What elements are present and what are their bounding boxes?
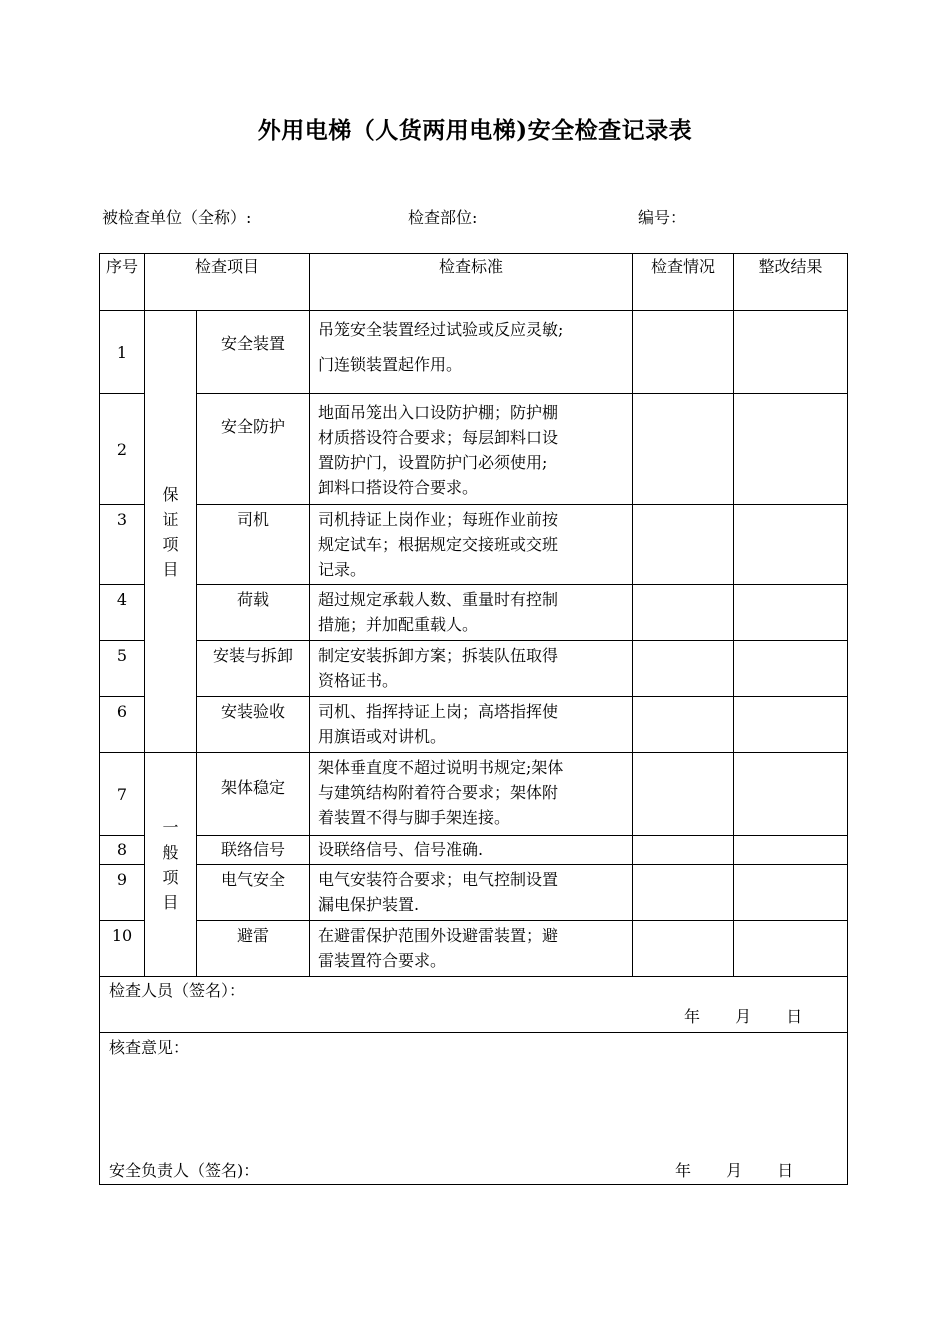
row-number: 10 (100, 921, 145, 977)
row-number: 8 (100, 836, 145, 865)
standard-line: 设联络信号、信号准确. (318, 840, 484, 859)
table-row (100, 394, 848, 505)
item-name: 司机 (197, 505, 310, 585)
standard-line: 司机持证上岗作业；每班作业前按 (318, 510, 559, 529)
row-number: 1 (100, 311, 145, 394)
table-row (100, 865, 848, 921)
result-cell[interactable] (734, 753, 848, 836)
item-name: 架体稳定 (197, 753, 310, 836)
inspector-label: 检查人员（签名）： (109, 981, 246, 1000)
inspector-date (684, 1004, 802, 1029)
standard-line: 资格证书。 (318, 671, 399, 690)
status-cell[interactable] (633, 505, 734, 585)
standard-line: 措施；并加配重载人。 (318, 615, 479, 634)
result-cell[interactable] (734, 865, 848, 921)
category-general (145, 753, 197, 977)
table-row (100, 311, 848, 394)
standard-line: 在避雷保护范围外设避雷装置；避 (318, 926, 559, 945)
standard-cell (310, 641, 633, 697)
status-cell[interactable] (633, 394, 734, 505)
table-row (100, 697, 848, 753)
date-day: 日 (777, 1161, 794, 1180)
status-cell[interactable] (633, 753, 734, 836)
table-row (100, 753, 848, 836)
standard-line: 制定安装拆卸方案；拆装队伍取得 (318, 646, 559, 665)
result-cell[interactable] (734, 505, 848, 585)
inspection-table (99, 253, 848, 1185)
item-name: 安装验收 (197, 697, 310, 753)
review-date (675, 1158, 793, 1183)
item-name: 安装与拆卸 (197, 641, 310, 697)
serial-number-label: 编号： (638, 208, 687, 227)
date-month: 月 (726, 1161, 743, 1180)
row-number: 5 (100, 641, 145, 697)
header-result: 整改结果 (734, 254, 848, 311)
category-char: 般 (162, 842, 179, 862)
table-row (100, 585, 848, 641)
standard-line: 雷装置符合要求。 (318, 951, 447, 970)
table-row (100, 505, 848, 585)
status-cell[interactable] (633, 641, 734, 697)
row-number: 2 (100, 394, 145, 505)
standard-cell (310, 585, 633, 641)
result-cell[interactable] (734, 585, 848, 641)
row-number: 6 (100, 697, 145, 753)
inspector-signature-cell[interactable] (100, 977, 848, 1033)
category-char: 目 (162, 892, 179, 912)
category-char: 保 (162, 484, 179, 504)
standard-line: 与建筑结构附着符合要求；架体附 (318, 783, 559, 802)
date-day: 日 (786, 1007, 803, 1026)
standard-line: 超过规定承载人数、重量时有控制 (318, 590, 559, 609)
item-name: 荷载 (197, 585, 310, 641)
review-cell[interactable] (100, 1033, 848, 1185)
standard-cell (310, 865, 633, 921)
row-number: 4 (100, 585, 145, 641)
standard-line: 漏电保护装置. (318, 895, 420, 914)
standard-cell (310, 836, 633, 865)
category-char: 项 (162, 534, 179, 554)
safety-officer-label: 安全负责人（签名)： (109, 1161, 260, 1180)
result-cell[interactable] (734, 394, 848, 505)
header-row (100, 254, 848, 311)
document-title: 外用电梯（人货两用电梯)安全检查记录表 (257, 117, 693, 144)
standard-cell (310, 394, 633, 505)
inspected-unit-label: 被检查单位（全称）: (102, 208, 252, 227)
date-year: 年 (675, 1161, 692, 1180)
item-name: 安全防护 (197, 394, 310, 505)
category-guarantee (145, 311, 197, 753)
result-cell[interactable] (734, 311, 848, 394)
standard-line: 用旗语或对讲机。 (318, 727, 447, 746)
status-cell[interactable] (633, 585, 734, 641)
review-label: 核查意见： (109, 1038, 190, 1057)
result-cell[interactable] (734, 921, 848, 977)
header-item: 检查项目 (145, 254, 310, 311)
standard-line: 记录。 (318, 560, 367, 579)
table-row (100, 641, 848, 697)
category-char: 证 (162, 509, 179, 529)
standard-line: 地面吊笼出入口设防护棚；防护棚 (318, 403, 559, 422)
item-name: 安全装置 (197, 311, 310, 394)
standard-line: 着装置不得与脚手架连接。 (318, 808, 511, 827)
item-name: 电气安全 (197, 865, 310, 921)
status-cell[interactable] (633, 921, 734, 977)
status-cell[interactable] (633, 697, 734, 753)
header-seq: 序号 (100, 254, 145, 311)
category-char: 一 (162, 817, 179, 837)
standard-line: 吊笼安全装置经过试验或反应灵敏; (318, 320, 564, 339)
inspection-part-label: 检查部位: (408, 208, 478, 227)
header-standard: 检查标准 (310, 254, 633, 311)
row-number: 7 (100, 753, 145, 836)
standard-cell (310, 311, 633, 394)
date-month: 月 (735, 1007, 752, 1026)
standard-line: 规定试车；根据规定交接班或交班 (318, 535, 559, 554)
review-row (100, 1033, 848, 1185)
standard-cell (310, 697, 633, 753)
table-row (100, 836, 848, 865)
row-number: 9 (100, 865, 145, 921)
status-cell[interactable] (633, 836, 734, 865)
standard-cell (310, 753, 633, 836)
result-cell[interactable] (734, 641, 848, 697)
status-cell[interactable] (633, 865, 734, 921)
item-name: 避雷 (197, 921, 310, 977)
standard-line: 司机、指挥持证上岗；高塔指挥使 (318, 702, 559, 721)
result-cell[interactable] (734, 836, 848, 865)
standard-line: 材质搭设符合要求；每层卸料口设 (318, 428, 559, 447)
standard-line: 置防护门，设置防护门必须使用; (318, 453, 548, 472)
status-cell[interactable] (633, 311, 734, 394)
row-number: 3 (100, 505, 145, 585)
standard-line: 卸料口搭设符合要求。 (318, 478, 479, 497)
table-row (100, 921, 848, 977)
standard-line: 门连锁装置起作用。 (318, 355, 463, 374)
standard-line: 架体垂直度不超过说明书规定;架体 (318, 758, 564, 777)
result-cell[interactable] (734, 697, 848, 753)
standard-cell (310, 505, 633, 585)
standard-line: 电气安装符合要求；电气控制设置 (318, 870, 559, 889)
category-char: 目 (162, 559, 179, 579)
standard-cell (310, 921, 633, 977)
header-status: 检查情况 (633, 254, 734, 311)
item-name: 联络信号 (197, 836, 310, 865)
inspector-signature-row (100, 977, 848, 1033)
category-char: 项 (162, 867, 179, 887)
date-year: 年 (684, 1007, 701, 1026)
